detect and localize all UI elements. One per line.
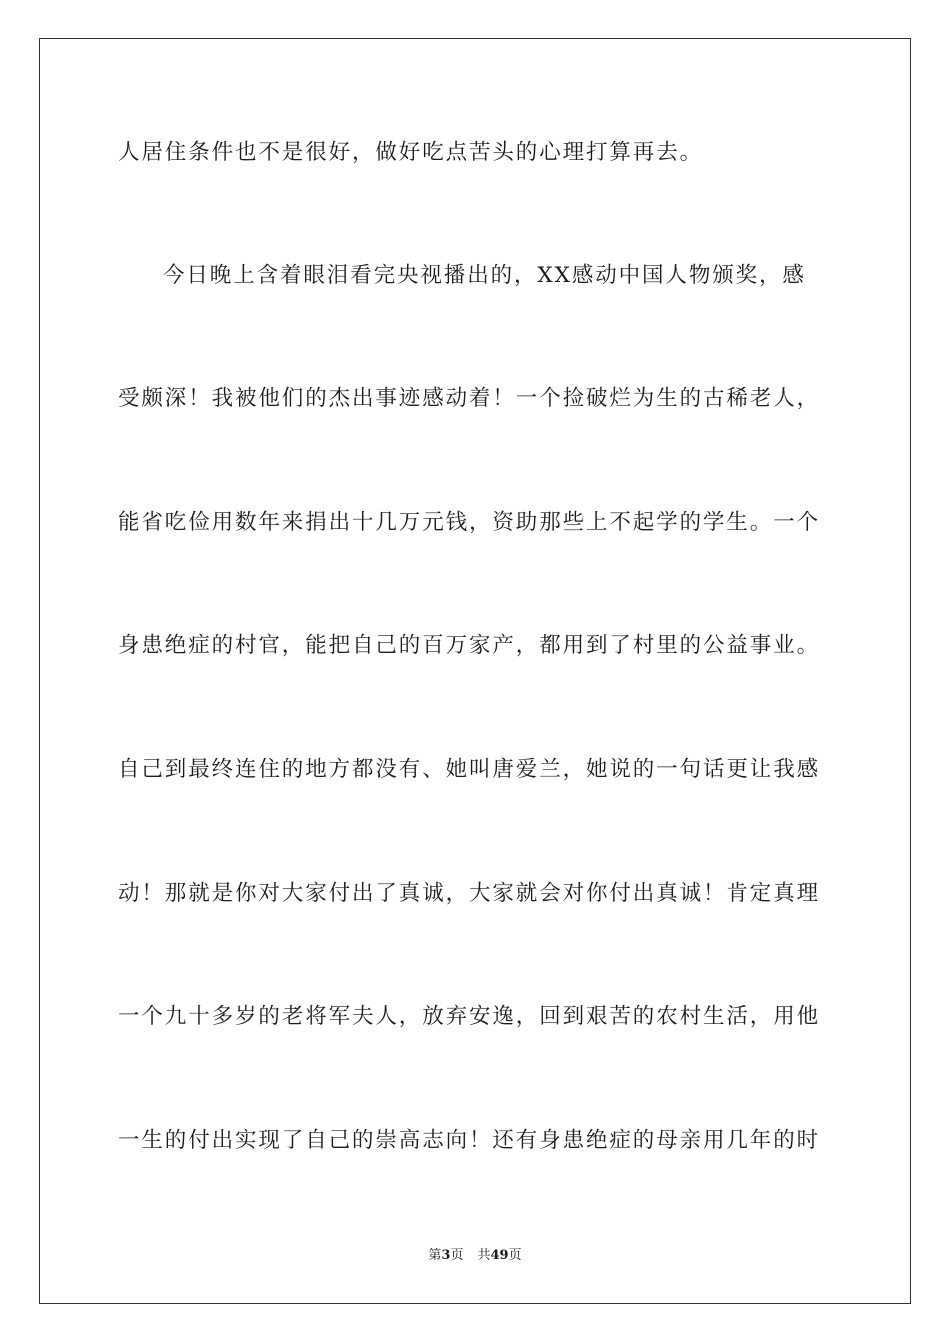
page-border xyxy=(39,38,911,1304)
page-footer xyxy=(0,1247,950,1265)
text-line-4: 能省吃俭用数年来捐出十几万元钱，资助那些上不起学的学生。一个 xyxy=(118,510,821,535)
text-line-7: 动！那就是你对大家付出了真诚，大家就会对你付出真诚！肯定真理 xyxy=(118,881,821,906)
text-line-3: 受颇深！我被他们的杰出事迹感动着！一个捡破烂为生的古稀老人， xyxy=(118,386,821,411)
total-prefix: 共 xyxy=(477,1248,491,1263)
text-line-2: 今日晚上含着眼泪看完央视播出的，XX感动中国人物颁奖，感 xyxy=(163,263,806,288)
text-line-5: 身患绝症的村官，能把自己的百万家产，都用到了村里的公益事业。 xyxy=(118,633,821,658)
page-number: 3 xyxy=(441,1248,451,1263)
page-prefix: 第 xyxy=(428,1248,442,1263)
page-suffix: 页 xyxy=(450,1248,464,1263)
total-suffix: 页 xyxy=(508,1248,522,1263)
text-line-9: 一生的付出实现了自己的崇高志向！还有身患绝症的母亲用几年的时 xyxy=(118,1128,821,1153)
text-line-1: 人居住条件也不是很好，做好吃点苦头的心理打算再去。 xyxy=(118,140,704,165)
text-line-8: 一个九十多岁的老将军夫人，放弃安逸，回到艰苦的农村生活，用他 xyxy=(118,1004,821,1029)
text-line-6: 自己到最终连住的地方都没有、她叫唐爱兰，她说的一句话更让我感 xyxy=(118,757,821,782)
total-pages: 49 xyxy=(490,1248,509,1263)
